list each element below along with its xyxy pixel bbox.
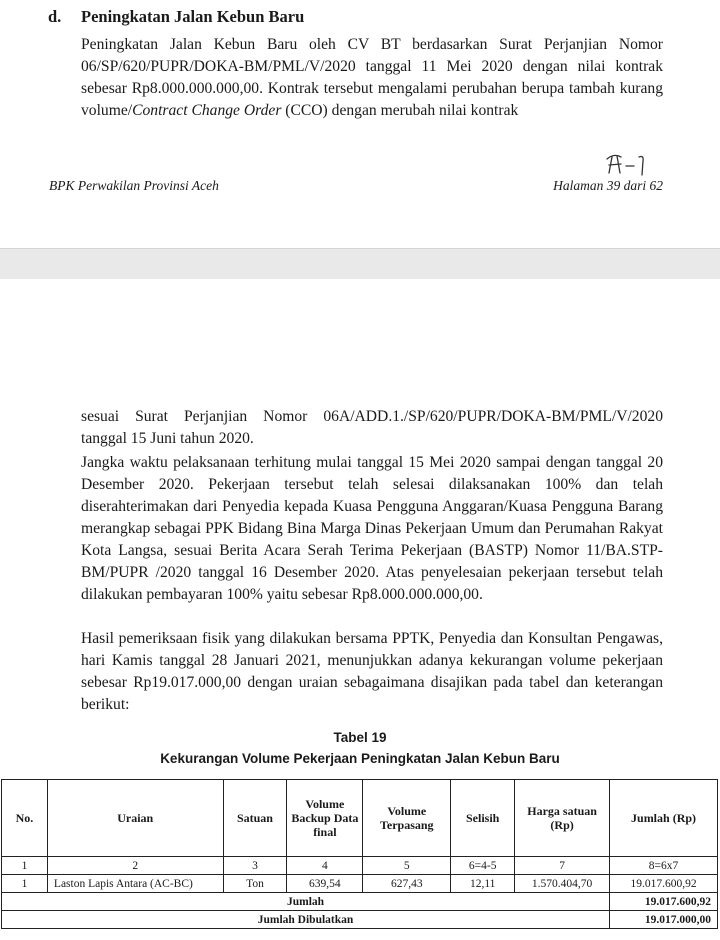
paragraph-3: Hasil pemeriksaan fisik yang dilakukan bersama PPTK, Penyedia dan Konsultan Pengawas, hari Kamis tanggal 28 Januari 2021, menunjukkan adanya kekurangan volume pekerjaan sebesar Rp19.017.000,00 dengan uraian sebagaimana disajikan pada tabel dan keterangan berikut: (81, 630, 663, 713)
index-cell: 5 (363, 857, 451, 875)
header-harga-satuan: Harga satuan (Rp) (515, 780, 610, 857)
header-no: No. (2, 780, 48, 857)
page-39 (0, 0, 720, 248)
table-index-row (2, 857, 718, 875)
row-volume-terpasang: 627,43 (363, 875, 451, 893)
paragraph-2: Jangka waktu pelaksanaan terhitung mulai tanggal 15 Mei 2020 sampai dengan tanggal 20 Desember 2020. Pekerjaan tersebut telah selesai dilaksanakan 100% dan telah diserahterimakan dari Penyedia kepada Kuasa Pengguna Anggaran/Kuasa Pengguna Barang merangkap sebagai PPK Bidang Bina Marga Dinas Pekerjaan Umum dan Perumahan Rakyat Kota Langsa, sesuai Berita Acara Serah Terima Pekerjaan (BASTP) Nomor 11/BA.STP-BM/PUPR /2020 tanggal 16 Desember 2020. Atas penyelesaian pekerjaan tersebut telah dilakukan pembayaran 100% yaitu sebesar Rp8.000.000.000,00. (81, 454, 663, 603)
table-title: Tabel 19 (333, 730, 387, 745)
header-volume-terpasang: Volume Terpasang (363, 780, 451, 857)
footer-left: BPK Perwakilan Provinsi Aceh (49, 178, 219, 193)
row-volume-backup: 639,54 (287, 875, 363, 893)
table-row (2, 875, 718, 893)
index-cell: 7 (515, 857, 610, 875)
rounded-value: 19.017.000,00 (610, 911, 718, 929)
header-selisih: Selisih (451, 780, 515, 857)
index-cell: 8=6x7 (610, 857, 718, 875)
total-label: Jumlah (2, 893, 610, 911)
header-volume-backup: Volume Backup Data final (287, 780, 363, 857)
paragraph-1: sesuai Surat Perjanjian Nomor 06A/ADD.1./SP/620/PUPR/DOKA-BM/PML/V/2020 tanggal 15 Juni tahun 2020. (81, 408, 663, 447)
page-40 (0, 279, 720, 940)
index-cell: 3 (223, 857, 287, 875)
row-selisih: 12,11 (451, 875, 515, 893)
intro-italic: Contract Change Order (132, 102, 282, 119)
section-label: d. (48, 7, 62, 26)
table-rounded-row (2, 911, 718, 929)
header-satuan: Satuan (223, 780, 287, 857)
table-total-row (2, 893, 718, 911)
handwritten-initials (604, 151, 652, 177)
section-title: Peningkatan Jalan Kebun Baru (81, 7, 305, 26)
footer-page-number: Halaman 39 dari 62 (553, 178, 663, 193)
header-jumlah: Jumlah (Rp) (610, 780, 718, 857)
index-cell: 4 (287, 857, 363, 875)
row-satuan: Ton (223, 875, 287, 893)
intro-paragraph (81, 34, 663, 122)
rounded-label: Jumlah Dibulatkan (2, 911, 610, 929)
row-uraian: Laston Lapis Antara (AC-BC) (47, 875, 223, 893)
data-table (1, 779, 718, 929)
table-header-row (2, 780, 718, 857)
page-separator (0, 248, 720, 280)
index-cell: 6=4-5 (451, 857, 515, 875)
header-uraian: Uraian (47, 780, 223, 857)
row-harga-satuan: 1.570.404,70 (515, 875, 610, 893)
index-cell: 2 (47, 857, 223, 875)
intro-text: Peningkatan Jalan Kebun Baru oleh CV BT berdasarkan Surat Perjanjian Nomor 06/SP/620/PUPR/DOKA-BM/PML/V/2020 tanggal 11 Mei 2020 dengan nilai kontrak sebesar Rp8.000.000.000,00. Kontrak tersebut mengalami perubahan berupa tambah kurang volume/ (81, 36, 663, 119)
table-subtitle: Kekurangan Volume Pekerjaan Peningkatan Jalan Kebun Baru (160, 751, 560, 766)
row-no: 1 (2, 875, 48, 893)
row-jumlah: 19.017.600,92 (610, 875, 718, 893)
index-cell: 1 (2, 857, 48, 875)
intro-end: (CCO) dengan merubah nilai kontrak (281, 102, 519, 119)
total-value: 19.017.600,92 (610, 893, 718, 911)
section-heading (48, 7, 304, 27)
